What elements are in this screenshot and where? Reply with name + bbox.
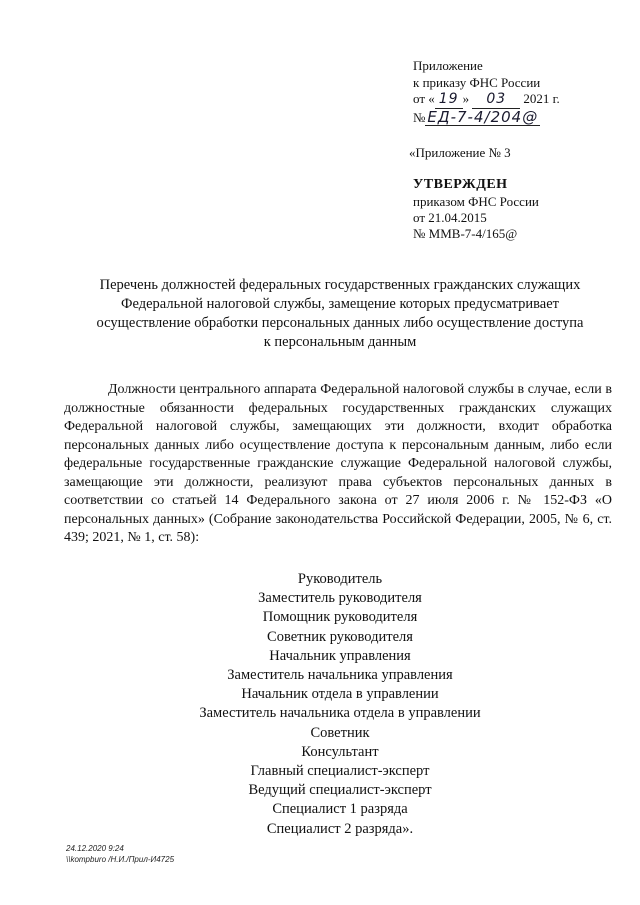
position-item: Консультант — [301, 743, 379, 760]
heading-line-3: осуществление обработки персональных данных либо осуществление доступа — [96, 315, 584, 331]
footer-path: \\kompburo /Н.И./Прил-И4725 — [66, 855, 175, 864]
heading-line-4: к персональным данным — [263, 334, 417, 350]
date-mid: » — [462, 91, 470, 106]
appendix-order-ref: к приказу ФНС России — [413, 74, 541, 90]
position-item: Специалист 2 разряда». — [266, 820, 414, 837]
appendix-number — [413, 109, 560, 127]
appendix-block — [413, 58, 560, 126]
document-heading — [70, 276, 610, 352]
date-year: 2021 г. — [523, 91, 560, 106]
position-item: Ведущий специалист-эксперт — [248, 782, 432, 799]
handwritten-day: 19 — [435, 91, 463, 109]
appendix-3-label: «Приложение № 3 — [409, 145, 511, 160]
position-item: Заместитель руководителя — [258, 590, 422, 607]
approved-title: УТВЕРЖДЕН — [413, 177, 508, 192]
date-prefix: от « — [413, 91, 435, 106]
handwritten-number: ЕД-7-4/204@ — [427, 107, 539, 126]
position-item: Руководитель — [297, 571, 383, 587]
footer-timestamp: 24.12.2020 9:24 — [66, 844, 124, 853]
body-paragraph: Должности центрального аппарата Федеральной налоговой службы в случае, если в должностные обязанности федеральных государственных гражданских служащих Федеральной налоговой службы, замещающих эти должности, входит обработка персональных данных либо осуществление доступа к персональным данным, либо если федеральные государственные гражданские служащие Федеральной налоговой службы, замещающие эти должности, реализуют права субъектов персональных данных в соответствии со статьей 14 Федерального закона от 27 июля 2006 г. № 152-ФЗ «О персональных данных» (Собрание законодательства Российской Федерации, 2005, № 6, ст. 439; 2021, № 1, ст. 58): — [64, 382, 612, 545]
heading-line-1: Перечень должностей федеральных государственных гражданских служащих — [99, 277, 581, 293]
document-footer — [66, 843, 174, 865]
number-prefix: № — [413, 109, 426, 125]
approved-date: от 21.04.2015 — [413, 210, 487, 225]
position-item: Помощник руководителя — [262, 609, 418, 626]
approved-order: приказом ФНС России — [413, 194, 539, 209]
approved-block — [413, 177, 539, 242]
approved-number: № ММВ-7-4/165@ — [413, 226, 518, 241]
position-item: Начальник управления — [269, 647, 411, 664]
appendix-date — [413, 91, 560, 109]
position-item: Советник руководителя — [267, 628, 413, 645]
appendix-title: Приложение — [413, 58, 483, 73]
position-item: Главный специалист-эксперт — [250, 763, 430, 780]
positions-list — [150, 570, 530, 839]
position-item: Заместитель начальника управления — [227, 667, 453, 684]
position-item: Советник — [310, 724, 370, 741]
position-item: Заместитель начальника отдела в управлении — [199, 705, 481, 722]
position-item: Начальник отдела в управлении — [241, 686, 439, 703]
position-item: Специалист 1 разряда — [272, 801, 408, 818]
heading-line-2: Федеральной налоговой службы, замещение которых предусматривает — [121, 296, 559, 312]
handwritten-month: 03 — [472, 91, 520, 109]
